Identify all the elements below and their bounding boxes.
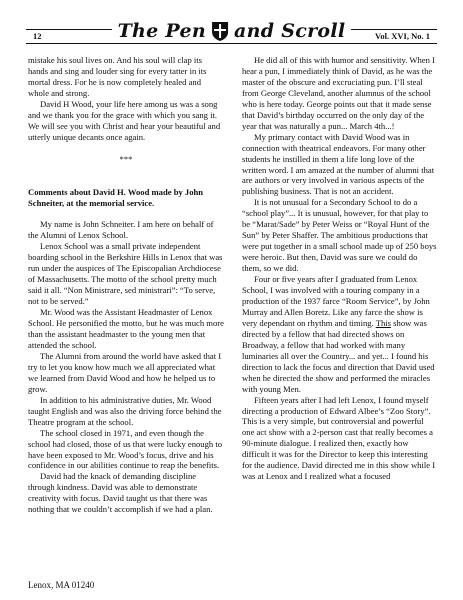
masthead — [112, 20, 352, 42]
paragraph — [242, 274, 438, 394]
paragraph-text: show was directed by a fellow that had directed shows on Broadway, a fellow that had worked with many luminaries all over the Country... and yet... I found his direction to lack the focus and direction that David used when he directed the show and performed the miracles with young Men. — [242, 317, 435, 394]
paragraph: He did all of this with humor and sensitivity. When I hear a pun, I immediately think of David, as he was the master of the obscure and excruciating pun. I’ll steal from George Cleveland, another alumnus of the school who is here today. George points out that it made sense that David’s birthday occurred on the only day of the year that was naturally a pun... March 4th...! — [242, 55, 435, 131]
cross-crest-icon — [210, 20, 230, 42]
paragraph: David H Wood, your life here among us was a song and we thank you for the grace with which you sang it. We will see you with Christ and hear your beautiful and utterly unique decants once again. — [28, 98, 221, 142]
paragraph: My primary contact with David Wood was in connection with theatrical endeavors. For many other students he instilled in them a life long love of the written word. I am amazed at the number of alumni that are authors or very involved in various aspects of the publishing business. That is not an accident. — [242, 131, 435, 197]
page-header — [26, 20, 437, 50]
section-separator: *** — [119, 153, 133, 164]
section-heading: Comments about David H. Wood made by John Schneiter, at the memorial service. — [28, 186, 204, 208]
page-number: 12 — [30, 31, 45, 41]
masthead-left-text: The Pen — [117, 20, 206, 42]
paragraph: Lenox School was a small private independent boarding school in the Berkshire Hills in Lenox that was run under the auspices of The Episcopalian Archdiocese of Massachusetts. The motto of the school pretty much said it all. “Non Ministrare, sed ministrari”: “To serve, not to be served.” — [28, 241, 223, 307]
paragraph: The Alumni from around the world have asked that I try to let you know how much we all appreciated what we learned from David Wood and how he helped us to grow. — [28, 350, 222, 394]
article-columns — [28, 55, 438, 575]
masthead-right-text: and Scroll — [234, 20, 346, 42]
header-rule-bottom — [26, 43, 437, 44]
paragraph: My name is John Schneiter. I am here on behalf of the Alumni of Lenox School. — [28, 219, 214, 241]
paragraph: In addition to his administrative duties, Mr. Wood taught English and was also the driving force behind the Theatre program at the school. — [28, 394, 222, 427]
volume-issue: Vol. XVI, No. 1 — [372, 31, 433, 41]
paragraph: mistake his soul lives on. And his soul will clap its hands and sing and louder sing for every tatter in its mortal dress. For he is now completely healed and whole and strong. — [28, 55, 207, 98]
paragraph: It is not unusual for a Secondary School to do a “school play”... It is unusual, however, for that play to be “Marat/Sade” by Peter Weiss or “Royal Hunt of the Sun” by Peter Shaffer. The ambitious productions that were put together in a small school made up of 250 boys were heroic. But then, David was sure we could do them, so we did. — [242, 197, 437, 274]
underlined-word: This — [375, 317, 392, 328]
left-column — [28, 55, 224, 515]
paragraph: David had the knack of demanding discipline through kindness. David was able to demonstrate creativity with focus. David taught us that there was nothing that we couldn’t accomplish if we had a plan. — [28, 471, 213, 515]
paragraph-text: Four or five years after I graduated from Lenox School, I was involved with a touring company in a production of the 1937 farce “Room Service”, by John Murray and Allen Boretz. Like any farce the show is very dependant on rhythm and timing. — [242, 274, 430, 328]
paragraph: Mr. Wood was the Assistant Headmaster of Lenox School. He personified the motto, but he was much more than the assistant headmaster to the young men that attended the school. — [28, 307, 224, 350]
paragraph: The school closed in 1971, and even though the school had closed, those of us that were lucky enough to have been exposed to Mr. Wood’s focus, drive and his confidence in our abilities continue to reap the benefits. — [28, 427, 223, 471]
footer-address: Lenox, MA 01240 — [28, 580, 95, 590]
paragraph: Fifteen years after I had left Lenox, I found myself directing a production of Edward Albee’s “Zoo Story”. This is a very simple, but controversial and powerful one act show with a 2-person cast that really becomes a 90-minute dialogue. I realized then, exactly how difficult it was for the Director to keep this interesting for the audience. David directed me in this show while I was at Lenox and I realized what a focused — [242, 394, 436, 482]
right-column — [242, 55, 438, 482]
